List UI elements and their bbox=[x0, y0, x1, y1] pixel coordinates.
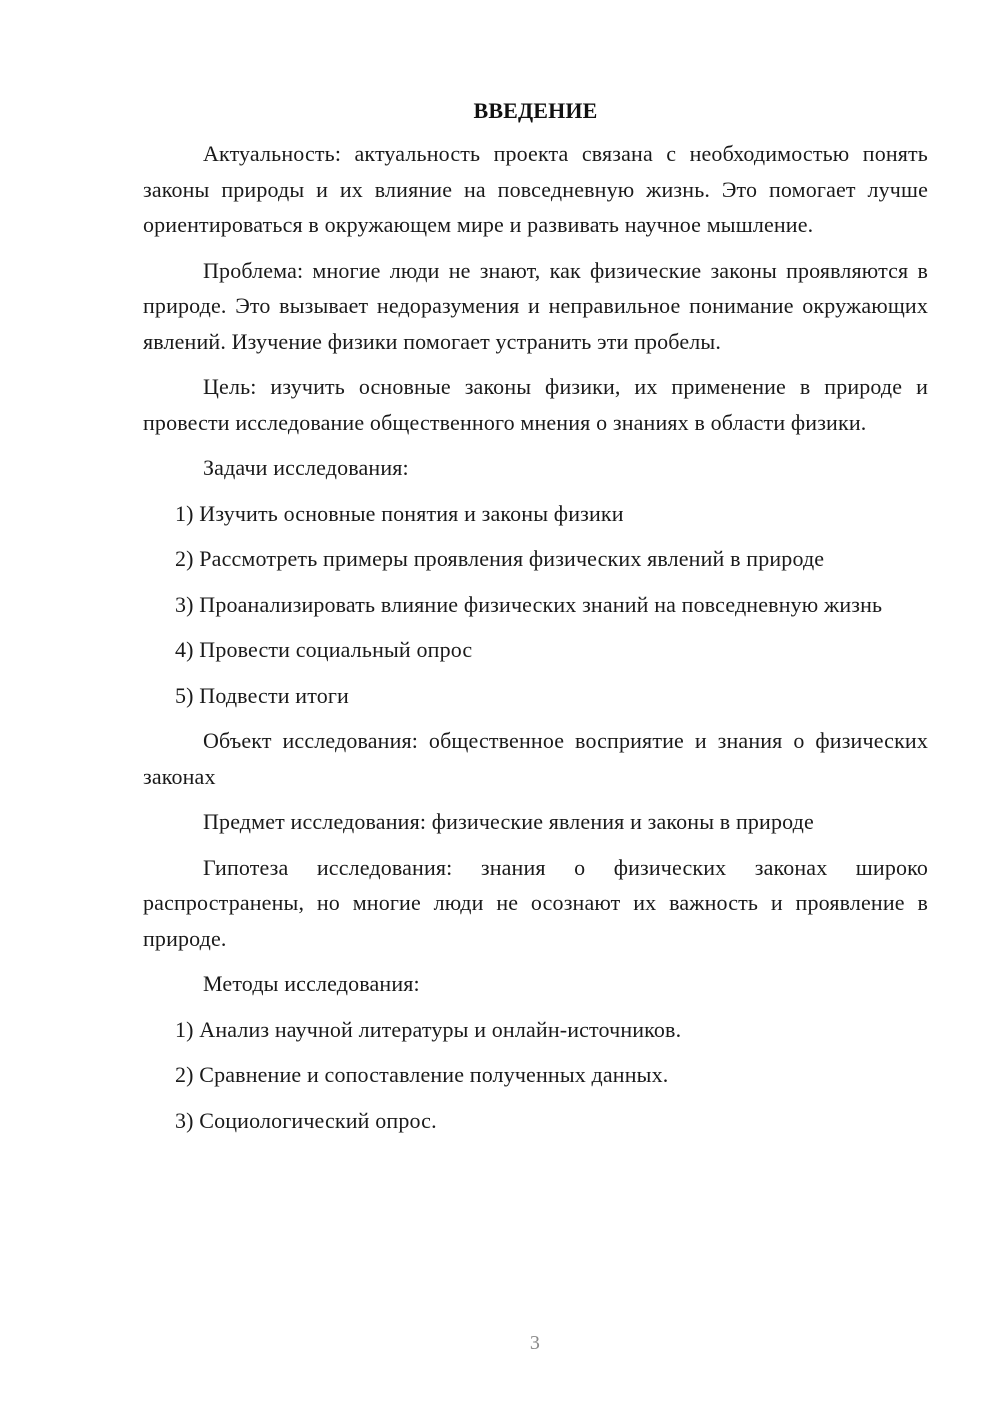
task-item-1: 1) Изучить основные понятия и законы физики bbox=[175, 500, 624, 526]
task-item-4: 4) Провести социальный опрос bbox=[175, 637, 473, 662]
method-item-2: 2) Сравнение и сопоставление полученных данных. bbox=[175, 1062, 669, 1087]
relevance-paragraph: Актуальность: актуальность проекта связана с необходимостью понять законы природы и их влияние на повседневную жизнь. Это помогает лучше ориентироваться в окружающем мире и развивать научное мышление. bbox=[143, 141, 928, 237]
page-number: 3 bbox=[529, 1332, 541, 1354]
section-title: ВВЕДЕНИЕ bbox=[473, 98, 598, 123]
task-item-2: 2) Рассмотреть примеры проявления физических явлений в природе bbox=[175, 546, 825, 571]
object-paragraph: Объект исследования: общественное восприятие и знания о физических законах bbox=[143, 728, 928, 789]
methods-heading: Методы исследования: bbox=[203, 971, 420, 996]
problem-paragraph: Проблема: многие люди не знают, как физические законы проявляются в природе. Это вызывает недоразумения и неправильное понимание окружающих явлений. Изучение физики помогает устранить эти пробелы. bbox=[143, 257, 928, 354]
tasks-heading: Задачи исследования: bbox=[203, 455, 409, 480]
hypothesis-paragraph: Гипотеза исследования: знания о физических законах широко распространены, но многие люди не осознают их важность и проявление в природе. bbox=[143, 854, 928, 951]
page-content bbox=[143, 96, 928, 1148]
task-item-5: 5) Подвести итоги bbox=[175, 682, 349, 708]
method-item-3: 3) Социологический опрос. bbox=[175, 1107, 437, 1133]
method-item-1: 1) Анализ научной литературы и онлайн-источников. bbox=[175, 1016, 682, 1042]
goal-paragraph: Цель: изучить основные законы физики, их применение в природе и провести исследование общественного мнения о знаниях в области физики. bbox=[143, 374, 928, 435]
task-item-3: 3) Проанализировать влияние физических знаний на повседневную жизнь bbox=[175, 591, 883, 617]
subject-paragraph: Предмет исследования: физические явления и законы в природе bbox=[203, 809, 814, 834]
